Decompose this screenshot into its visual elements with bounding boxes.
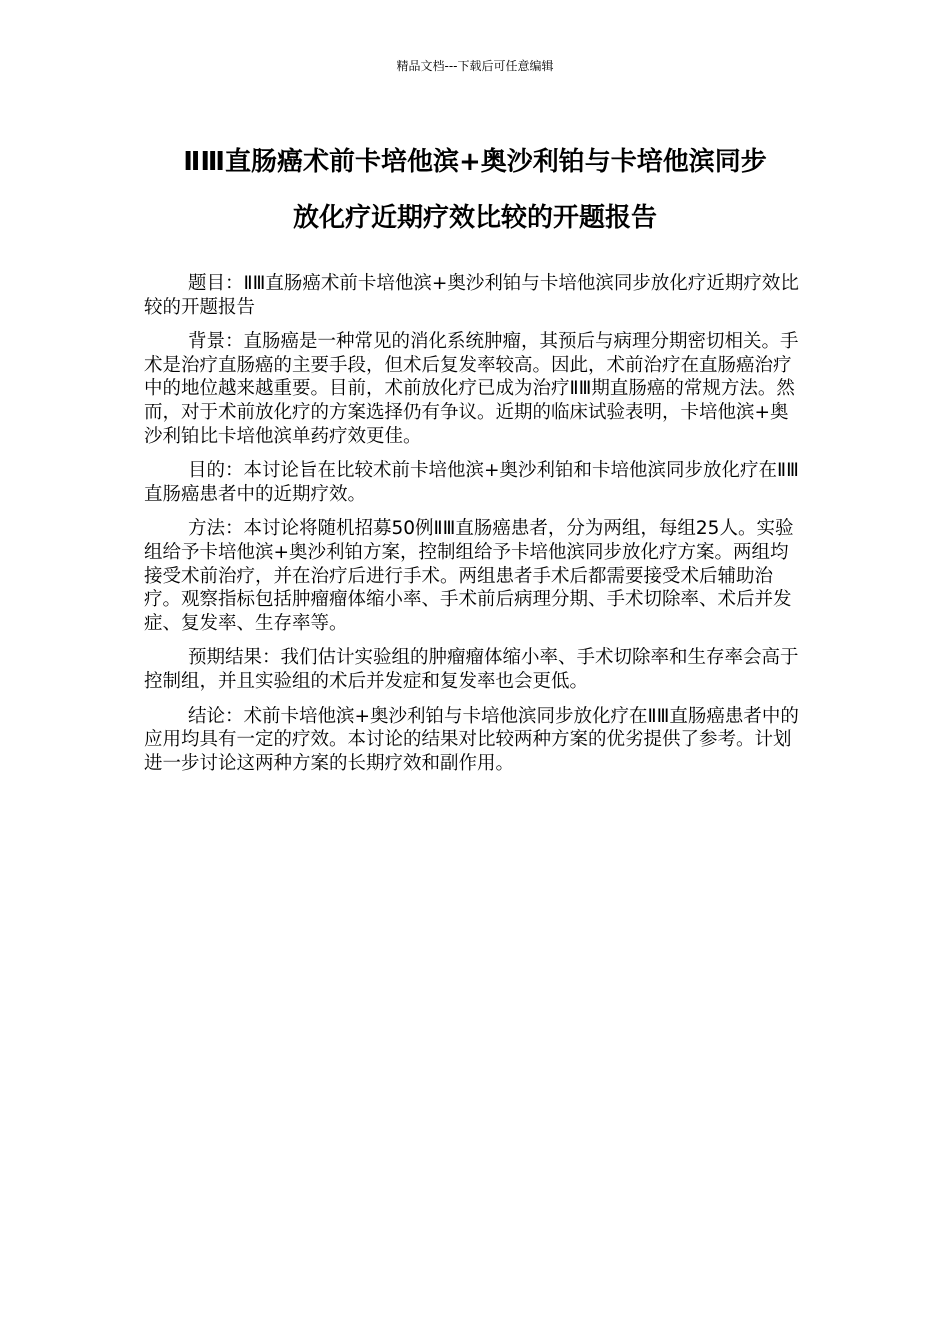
page-header: 精品文档---下载后可任意编辑 bbox=[396, 59, 554, 73]
paragraph-topic: 题目：ⅡⅢ直肠癌术前卡培他滨+奥沙利铂与卡培他滨同步放化疗近期疗效比较的开题报告 bbox=[144, 273, 799, 318]
paragraph-conclusion: 结论：术前卡培他滨+奥沙利铂与卡培他滨同步放化疗在ⅡⅢ直肠癌患者中的应用均具有一定的疗效。本讨论的结果对比较两种方案的优劣提供了参考。计划进一步讨论这两种方案的长期疗效和副作用。 bbox=[144, 705, 799, 774]
document-title bbox=[130, 134, 820, 246]
paragraph-expected-results: 预期结果：我们估计实验组的肿瘤瘤体缩小率、手术切除率和生存率会高于控制组，并且实验组的术后并发症和复发率也会更低。 bbox=[144, 647, 799, 692]
paragraph-background: 背景：直肠癌是一种常见的消化系统肿瘤，其预后与病理分期密切相关。手术是治疗直肠癌的主要手段，但术后复发率较高。因此，术前治疗在直肠癌治疗中的地位越来越重要。目前，术前放化疗已成为治疗ⅡⅢ期直肠癌的常规方法。然而，对于术前放化疗的方案选择仍有争议。近期的临床试验表明，卡培他滨+奥沙利铂比卡培他滨单药疗效更佳。 bbox=[144, 331, 799, 447]
paragraph-purpose: 目的：本讨论旨在比较术前卡培他滨+奥沙利铂和卡培他滨同步放化疗在ⅡⅢ直肠癌患者中的近期疗效。 bbox=[144, 460, 799, 505]
title-line-2: 放化疗近期疗效比较的开题报告 bbox=[292, 203, 657, 233]
paragraph-methods: 方法：本讨论将随机招募50例ⅡⅢ直肠癌患者，分为两组，每组25人。实验组给予卡培他滨+奥沙利铂方案，控制组给予卡培他滨同步放化疗方案。两组均接受术前治疗，并在治疗后进行手术。两组患者手术后都需要接受术后辅助治疗。观察指标包括肿瘤瘤体缩小率、手术前后病理分期、手术切除率、术后并发症、复发率、生存率等。 bbox=[144, 518, 794, 634]
document-body bbox=[144, 272, 806, 786]
title-line-1: ⅡⅢ直肠癌术前卡培他滨+奥沙利铂与卡培他滨同步 bbox=[183, 147, 767, 177]
